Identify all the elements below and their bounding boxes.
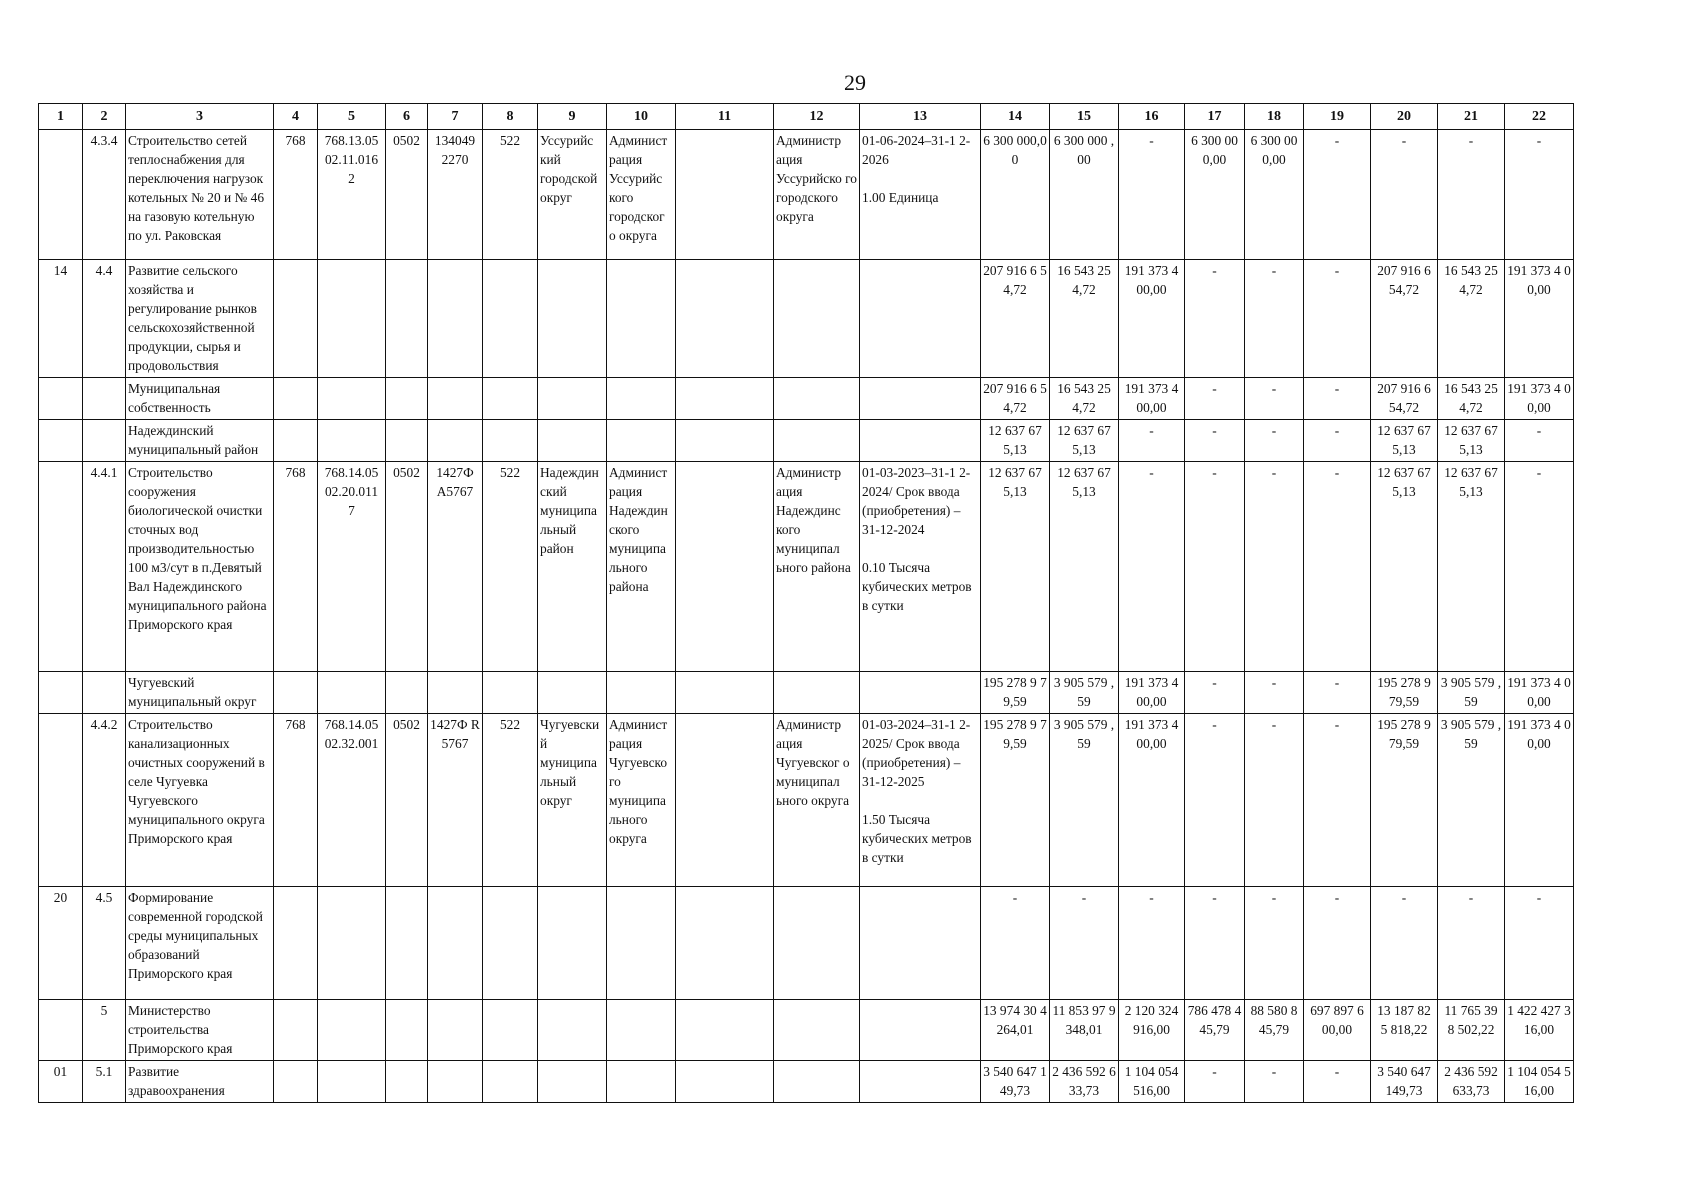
cell-value-16: - <box>1119 130 1185 260</box>
cell-item-name: Чугуевский муниципальный округ <box>126 672 274 714</box>
cell-value-15: 11 853 97 9 348,01 <box>1050 1000 1119 1061</box>
cell-col-4 <box>274 378 318 420</box>
cell-item-name: Строительство канализационных очистных сооружений в селе Чугуевка Чугуевского муниципального округа Приморского края <box>126 714 274 887</box>
cell-customer <box>774 378 860 420</box>
cell-expense-type: 522 <box>483 462 538 672</box>
cell-budget-code: 768.14.05 02.32.001 <box>318 714 386 887</box>
col-header-19: 19 <box>1304 104 1371 130</box>
cell-expense-type <box>483 887 538 1000</box>
col-header-21: 21 <box>1438 104 1505 130</box>
cell-col-4: 768 <box>274 714 318 887</box>
cell-responsible <box>607 378 676 420</box>
cell-expense-type <box>483 672 538 714</box>
page-number: 29 <box>844 70 866 95</box>
col-header-16: 16 <box>1119 104 1185 130</box>
cell-value-16: 191 373 4 00,00 <box>1119 672 1185 714</box>
cell-item-name: Развитие здравоохранения <box>126 1061 274 1103</box>
cell-customer: Администр ация Надеждинс кого муниципал ьного района <box>774 462 860 672</box>
cell-value-16: - <box>1119 887 1185 1000</box>
cell-value-19: - <box>1304 378 1371 420</box>
cell-total-14: 195 278 9 79,59 <box>981 672 1050 714</box>
cell-municipality <box>538 378 607 420</box>
cell-total-14: 195 278 9 79,59 <box>981 714 1050 887</box>
cell-budget-code: 768.14.05 02.20.011 7 <box>318 462 386 672</box>
cell-value-20: 207 916 6 54,72 <box>1371 378 1438 420</box>
cell-section-code <box>386 672 428 714</box>
cell-value-16: - <box>1119 462 1185 672</box>
cell-value-18: - <box>1245 260 1304 378</box>
col-header-10: 10 <box>607 104 676 130</box>
col-header-22: 22 <box>1505 104 1574 130</box>
cell-target-code <box>428 1061 483 1103</box>
table-row <box>39 130 1574 260</box>
cell-total-14: 207 916 6 54,72 <box>981 378 1050 420</box>
cell-item-name: Надеждинский муниципальный район <box>126 420 274 462</box>
cell-section-code <box>386 260 428 378</box>
cell-target-code <box>428 260 483 378</box>
cell-value-15: 12 637 67 5,13 <box>1050 462 1119 672</box>
cell-value-20: 12 637 67 5,13 <box>1371 420 1438 462</box>
cell-target-code <box>428 420 483 462</box>
cell-responsible <box>607 887 676 1000</box>
col-header-7: 7 <box>428 104 483 130</box>
col-header-17: 17 <box>1185 104 1245 130</box>
cell-value-20: 195 278 9 79,59 <box>1371 714 1438 887</box>
cell-item-code <box>83 420 126 462</box>
cell-budget-code <box>318 260 386 378</box>
cell-value-19: - <box>1304 887 1371 1000</box>
cell-col-4: 768 <box>274 130 318 260</box>
cell-value-19: - <box>1304 130 1371 260</box>
cell-col-4: 768 <box>274 462 318 672</box>
cell-section-code <box>386 378 428 420</box>
col-header-13: 13 <box>860 104 981 130</box>
cell-target-code: 1427Ф А5767 <box>428 462 483 672</box>
table-row <box>39 462 1574 672</box>
cell-total-14: 12 637 67 5,13 <box>981 462 1050 672</box>
cell-item-code: 4.4.2 <box>83 714 126 887</box>
cell-value-18: - <box>1245 672 1304 714</box>
cell-period-capacity <box>860 672 981 714</box>
cell-value-18: - <box>1245 887 1304 1000</box>
cell-col-4 <box>274 1061 318 1103</box>
cell-col-11 <box>676 887 774 1000</box>
cell-item-name: Строительство сетей теплоснабжения для переключения нагрузок котельных № 20 и № 46 на газовую котельную по ул. Раковская <box>126 130 274 260</box>
cell-responsible <box>607 1000 676 1061</box>
cell-customer <box>774 1000 860 1061</box>
cell-col-4 <box>274 260 318 378</box>
cell-budget-code <box>318 887 386 1000</box>
cell-budget-code <box>318 1061 386 1103</box>
col-header-2: 2 <box>83 104 126 130</box>
cell-municipality <box>538 1061 607 1103</box>
cell-value-20: - <box>1371 130 1438 260</box>
cell-value-22: 191 373 4 00,00 <box>1505 378 1574 420</box>
cell-value-15: 6 300 000 ,00 <box>1050 130 1119 260</box>
table-body <box>39 130 1574 1103</box>
cell-period-capacity <box>860 887 981 1000</box>
cell-target-code <box>428 672 483 714</box>
col-header-3: 3 <box>126 104 274 130</box>
cell-value-16: - <box>1119 420 1185 462</box>
cell-col-11 <box>676 420 774 462</box>
cell-value-16: 191 373 4 00,00 <box>1119 714 1185 887</box>
cell-col-4 <box>274 1000 318 1061</box>
cell-value-17: 786 478 445,79 <box>1185 1000 1245 1061</box>
cell-municipality <box>538 1000 607 1061</box>
cell-value-22: 191 373 4 00,00 <box>1505 714 1574 887</box>
col-header-8: 8 <box>483 104 538 130</box>
cell-municipality <box>538 260 607 378</box>
cell-expense-type <box>483 378 538 420</box>
cell-value-20: 195 278 9 79,59 <box>1371 672 1438 714</box>
cell-expense-type <box>483 420 538 462</box>
cell-value-20: 13 187 82 5 818,22 <box>1371 1000 1438 1061</box>
cell-value-20: 3 540 647 149,73 <box>1371 1061 1438 1103</box>
table-row <box>39 1061 1574 1103</box>
cell-period-capacity <box>860 260 981 378</box>
cell-period-capacity <box>860 1061 981 1103</box>
cell-value-22: 191 373 4 00,00 <box>1505 260 1574 378</box>
cell-value-19: - <box>1304 420 1371 462</box>
cell-section-code <box>386 1000 428 1061</box>
cell-budget-code <box>318 672 386 714</box>
cell-value-20: - <box>1371 887 1438 1000</box>
cell-value-17: 6 300 00 0,00 <box>1185 130 1245 260</box>
cell-value-18: - <box>1245 1061 1304 1103</box>
col-header-11: 11 <box>676 104 774 130</box>
cell-item-code: 5.1 <box>83 1061 126 1103</box>
cell-municipality <box>538 672 607 714</box>
cell-col-11 <box>676 130 774 260</box>
col-header-12: 12 <box>774 104 860 130</box>
cell-col-11 <box>676 1000 774 1061</box>
cell-period-capacity <box>860 1000 981 1061</box>
cell-item-code <box>83 378 126 420</box>
cell-value-19: - <box>1304 672 1371 714</box>
cell-customer: Администр ация Чугуевског о муниципал ьного округа <box>774 714 860 887</box>
cell-item-name: Муниципальная собственность <box>126 378 274 420</box>
cell-section-code: 0502 <box>386 462 428 672</box>
cell-expense-type <box>483 260 538 378</box>
cell-responsible <box>607 420 676 462</box>
cell-value-15: 16 543 25 4,72 <box>1050 260 1119 378</box>
cell-customer <box>774 420 860 462</box>
cell-value-21: 12 637 67 5,13 <box>1438 420 1505 462</box>
cell-value-19: 697 897 6 00,00 <box>1304 1000 1371 1061</box>
cell-value-21: 16 543 25 4,72 <box>1438 260 1505 378</box>
cell-municipality: Надеждин ский муниципа льный район <box>538 462 607 672</box>
cell-municipality: Уссурийс кий городской округ <box>538 130 607 260</box>
col-header-5: 5 <box>318 104 386 130</box>
cell-value-18: 6 300 00 0,00 <box>1245 130 1304 260</box>
cell-value-16: 2 120 324 916,00 <box>1119 1000 1185 1061</box>
cell-target-code <box>428 1000 483 1061</box>
cell-row-number <box>39 1000 83 1061</box>
cell-value-16: 1 104 054 516,00 <box>1119 1061 1185 1103</box>
cell-item-code: 4.5 <box>83 887 126 1000</box>
cell-value-22: 1 104 054 516,00 <box>1505 1061 1574 1103</box>
cell-col-11 <box>676 714 774 887</box>
col-header-1: 1 <box>39 104 83 130</box>
cell-customer <box>774 1061 860 1103</box>
cell-row-number <box>39 714 83 887</box>
cell-value-15: 16 543 25 4,72 <box>1050 378 1119 420</box>
cell-period-capacity <box>860 420 981 462</box>
cell-row-number <box>39 130 83 260</box>
cell-budget-code <box>318 378 386 420</box>
cell-value-22: - <box>1505 130 1574 260</box>
col-header-6: 6 <box>386 104 428 130</box>
col-header-20: 20 <box>1371 104 1438 130</box>
table-row <box>39 714 1574 887</box>
cell-value-22: 191 373 4 00,00 <box>1505 672 1574 714</box>
cell-responsible <box>607 260 676 378</box>
cell-section-code <box>386 420 428 462</box>
cell-municipality: Чугуевски й муниципа льный округ <box>538 714 607 887</box>
cell-total-14: 207 916 6 54,72 <box>981 260 1050 378</box>
cell-responsible: Админист рация Уссурийс кого городског о округа <box>607 130 676 260</box>
cell-section-code <box>386 887 428 1000</box>
cell-value-18: - <box>1245 378 1304 420</box>
cell-row-number: 01 <box>39 1061 83 1103</box>
cell-expense-type: 522 <box>483 714 538 887</box>
cell-customer: Администр ация Уссурийско го городского округа <box>774 130 860 260</box>
cell-value-15: 12 637 67 5,13 <box>1050 420 1119 462</box>
cell-period-capacity: 01-03-2024–31-1 2-2025/ Срок ввода (приобретения) – 31-12-2025 1.50 Тысяча кубических метров в сутки <box>860 714 981 887</box>
col-header-4: 4 <box>274 104 318 130</box>
cell-target-code <box>428 887 483 1000</box>
col-header-15: 15 <box>1050 104 1119 130</box>
cell-value-15: 3 905 579 ,59 <box>1050 714 1119 887</box>
cell-value-20: 12 637 67 5,13 <box>1371 462 1438 672</box>
cell-value-17: - <box>1185 672 1245 714</box>
cell-item-name: Министерство строительства Приморского края <box>126 1000 274 1061</box>
table-row <box>39 260 1574 378</box>
table-row <box>39 1000 1574 1061</box>
cell-item-name: Формирование современной городской среды муниципальных образований Приморского края <box>126 887 274 1000</box>
cell-customer <box>774 887 860 1000</box>
table-row <box>39 887 1574 1000</box>
table-row <box>39 378 1574 420</box>
cell-value-21: - <box>1438 130 1505 260</box>
cell-municipality <box>538 887 607 1000</box>
cell-section-code: 0502 <box>386 130 428 260</box>
cell-row-number <box>39 462 83 672</box>
cell-value-17: - <box>1185 420 1245 462</box>
cell-item-name: Развитие сельского хозяйства и регулирование рынков сельскохозяйственной продукции, сырья и продовольствия <box>126 260 274 378</box>
cell-col-11 <box>676 462 774 672</box>
cell-target-code: 1427Ф R5767 <box>428 714 483 887</box>
cell-total-14: 13 974 30 4 264,01 <box>981 1000 1050 1061</box>
cell-col-4 <box>274 887 318 1000</box>
cell-responsible <box>607 1061 676 1103</box>
cell-value-18: 88 580 8 45,79 <box>1245 1000 1304 1061</box>
cell-value-17: - <box>1185 714 1245 887</box>
cell-value-15: 2 436 592 633,73 <box>1050 1061 1119 1103</box>
cell-value-21: 3 905 579 ,59 <box>1438 672 1505 714</box>
cell-value-21: 16 543 25 4,72 <box>1438 378 1505 420</box>
cell-section-code: 0502 <box>386 714 428 887</box>
cell-value-19: - <box>1304 1061 1371 1103</box>
cell-period-capacity: 01-06-2024–31-1 2-2026 1.00 Единица <box>860 130 981 260</box>
col-header-14: 14 <box>981 104 1050 130</box>
cell-responsible: Админист рация Надеждин ского муниципа льного района <box>607 462 676 672</box>
cell-value-18: - <box>1245 714 1304 887</box>
cell-budget-code <box>318 1000 386 1061</box>
cell-value-22: - <box>1505 462 1574 672</box>
cell-item-code: 4.4 <box>83 260 126 378</box>
cell-expense-type: 522 <box>483 130 538 260</box>
cell-value-17: - <box>1185 1061 1245 1103</box>
cell-item-code <box>83 672 126 714</box>
cell-value-17: - <box>1185 260 1245 378</box>
cell-value-19: - <box>1304 260 1371 378</box>
cell-expense-type <box>483 1000 538 1061</box>
cell-expense-type <box>483 1061 538 1103</box>
cell-budget-code <box>318 420 386 462</box>
header-row <box>39 104 1574 130</box>
cell-row-number: 20 <box>39 887 83 1000</box>
cell-value-20: 207 916 6 54,72 <box>1371 260 1438 378</box>
cell-value-21: 3 905 579 ,59 <box>1438 714 1505 887</box>
col-header-18: 18 <box>1245 104 1304 130</box>
cell-customer <box>774 672 860 714</box>
cell-budget-code: 768.13.05 02.11.016 2 <box>318 130 386 260</box>
cell-col-11 <box>676 378 774 420</box>
cell-item-name: Строительство сооружения биологической очистки сточных вод производительностью 100 м3/сут в п.Девятый Вал Надеждинского муниципального района Приморского края <box>126 462 274 672</box>
cell-responsible <box>607 672 676 714</box>
table-row <box>39 672 1574 714</box>
cell-col-11 <box>676 260 774 378</box>
cell-value-21: - <box>1438 887 1505 1000</box>
cell-target-code: 134049 2270 <box>428 130 483 260</box>
cell-value-22: 1 422 427 316,00 <box>1505 1000 1574 1061</box>
cell-col-4 <box>274 420 318 462</box>
cell-value-18: - <box>1245 420 1304 462</box>
cell-item-code: 5 <box>83 1000 126 1061</box>
cell-col-11 <box>676 1061 774 1103</box>
cell-value-21: 11 765 39 8 502,22 <box>1438 1000 1505 1061</box>
cell-value-21: 2 436 592 633,73 <box>1438 1061 1505 1103</box>
cell-value-17: - <box>1185 378 1245 420</box>
cell-value-18: - <box>1245 462 1304 672</box>
cell-section-code <box>386 1061 428 1103</box>
cell-row-number <box>39 420 83 462</box>
cell-row-number <box>39 672 83 714</box>
cell-responsible: Админист рация Чугуевско го муниципа льного округа <box>607 714 676 887</box>
cell-col-11 <box>676 672 774 714</box>
budget-table <box>38 103 1574 1103</box>
cell-period-capacity <box>860 378 981 420</box>
table-row <box>39 420 1574 462</box>
cell-total-14: 3 540 647 149,73 <box>981 1061 1050 1103</box>
cell-row-number: 14 <box>39 260 83 378</box>
col-header-9: 9 <box>538 104 607 130</box>
cell-total-14: 6 300 000,00 <box>981 130 1050 260</box>
cell-target-code <box>428 378 483 420</box>
cell-period-capacity: 01-03-2023–31-1 2-2024/ Срок ввода (приобретения) – 31-12-2024 0.10 Тысяча кубических метров в сутки <box>860 462 981 672</box>
cell-total-14: - <box>981 887 1050 1000</box>
cell-municipality <box>538 420 607 462</box>
cell-value-19: - <box>1304 462 1371 672</box>
cell-value-22: - <box>1505 887 1574 1000</box>
cell-value-17: - <box>1185 887 1245 1000</box>
cell-value-15: - <box>1050 887 1119 1000</box>
cell-item-code: 4.3.4 <box>83 130 126 260</box>
cell-total-14: 12 637 67 5,13 <box>981 420 1050 462</box>
cell-value-16: 191 373 4 00,00 <box>1119 378 1185 420</box>
cell-row-number <box>39 378 83 420</box>
cell-value-22: - <box>1505 420 1574 462</box>
cell-value-16: 191 373 4 00,00 <box>1119 260 1185 378</box>
cell-value-15: 3 905 579 ,59 <box>1050 672 1119 714</box>
cell-value-19: - <box>1304 714 1371 887</box>
cell-value-21: 12 637 67 5,13 <box>1438 462 1505 672</box>
cell-customer <box>774 260 860 378</box>
cell-value-17: - <box>1185 462 1245 672</box>
cell-col-4 <box>274 672 318 714</box>
cell-item-code: 4.4.1 <box>83 462 126 672</box>
